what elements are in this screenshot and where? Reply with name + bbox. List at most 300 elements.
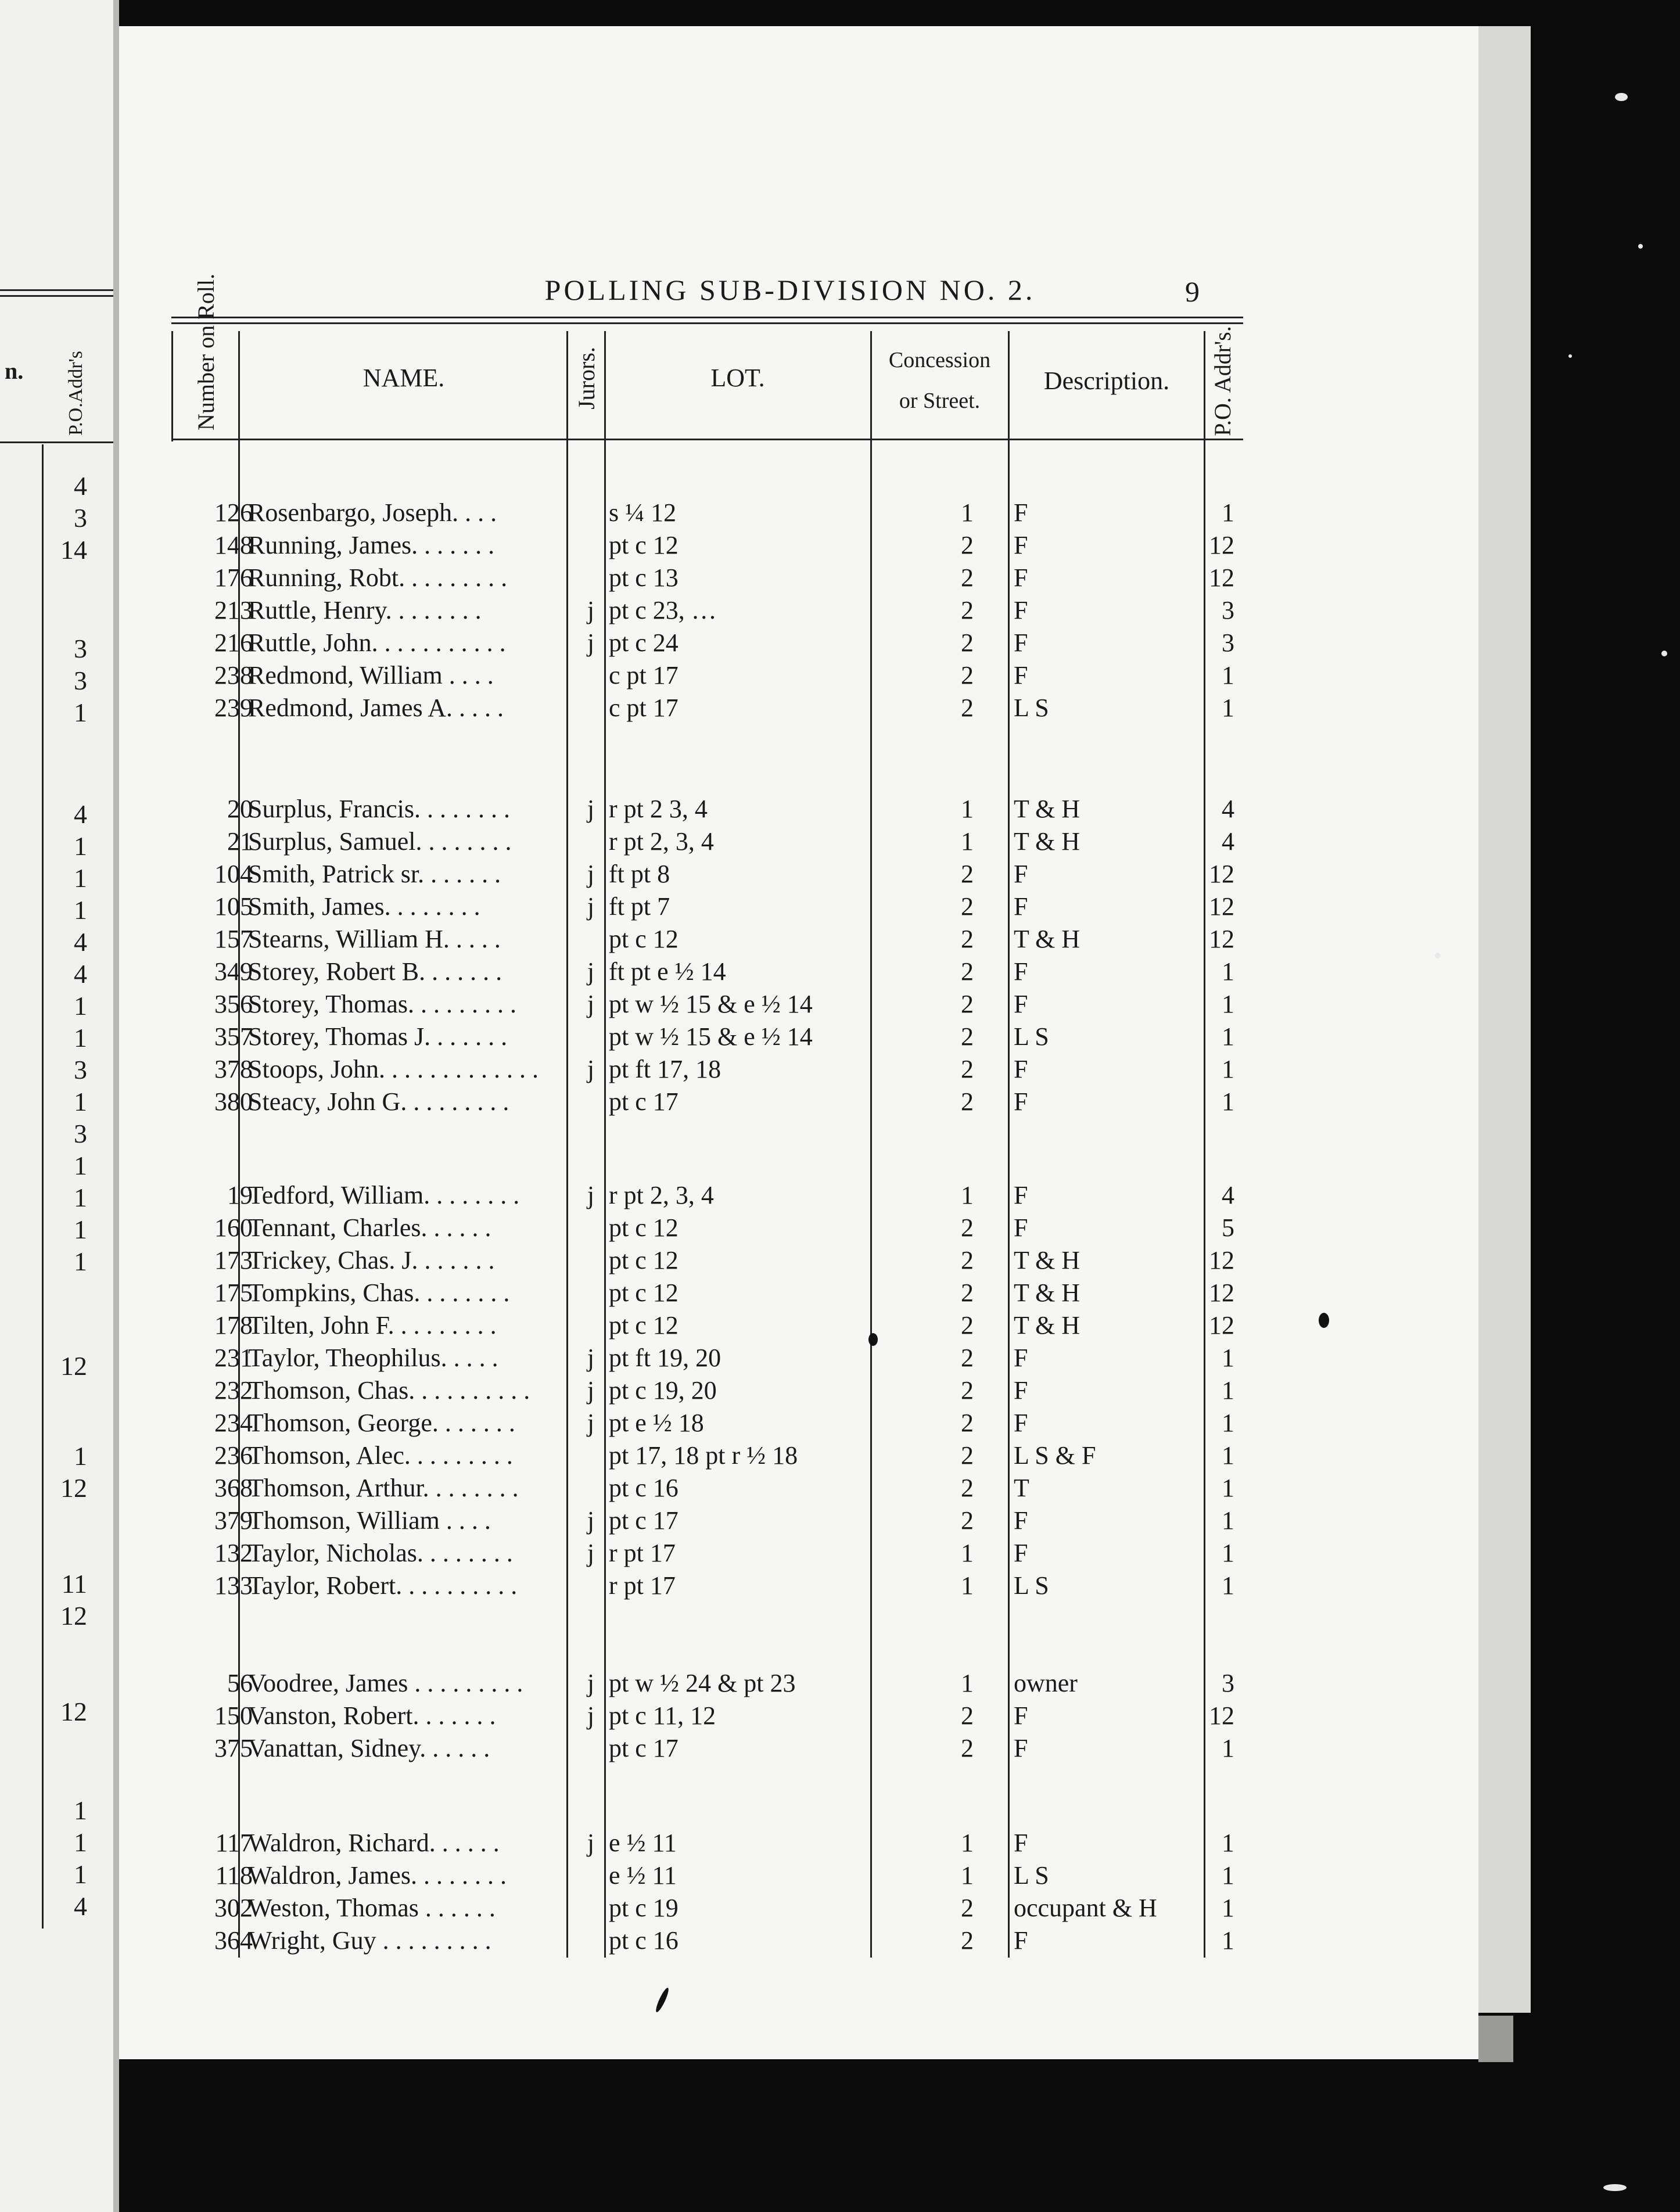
juror-mark: j (587, 1829, 595, 1857)
left-page-po-number: 3 (74, 634, 87, 663)
left-page-po-number: 1 (74, 895, 87, 925)
voter-name: Waldron, James. . . . . . . . (248, 1861, 507, 1890)
po-address: 1 (1222, 1926, 1234, 1955)
description: T & H (1014, 795, 1080, 823)
juror-mark: j (587, 1669, 595, 1697)
register-page (119, 26, 1478, 2059)
lot: ft pt e ½ 14 (609, 957, 726, 986)
lot: ft pt 7 (609, 892, 670, 921)
left-page-po-number: 3 (74, 1055, 87, 1085)
voter-name: Thomson, Arthur. . . . . . . . (248, 1474, 519, 1502)
column-header-description: Description. (1043, 367, 1170, 395)
roll-number: 133 (214, 1571, 253, 1600)
po-address: 12 (1209, 860, 1234, 888)
voter-name: Redmond, James A. . . . . (248, 694, 504, 722)
juror-mark: j (587, 1539, 595, 1567)
po-address: 12 (1209, 563, 1234, 592)
juror-mark: j (587, 1701, 595, 1730)
voter-name: Thomson, Alec. . . . . . . . . (248, 1441, 513, 1470)
voter-name: Vanston, Robert. . . . . . . (248, 1701, 496, 1730)
po-address: 1 (1222, 498, 1234, 527)
concession: 2 (961, 1022, 974, 1051)
voter-name: Waldron, Richard. . . . . . (248, 1829, 500, 1857)
lot: pt c 19 (609, 1894, 679, 1922)
concession: 1 (961, 1571, 974, 1600)
juror-mark: j (587, 990, 595, 1018)
po-address: 1 (1222, 1571, 1234, 1600)
po-address: 3 (1222, 1669, 1234, 1697)
roll-number: 160 (214, 1213, 253, 1242)
lot: s ¼ 12 (609, 498, 677, 527)
po-address: 1 (1222, 1861, 1234, 1890)
left-page-po-number: 12 (60, 1601, 87, 1631)
voter-name: Voodree, James . . . . . . . . . (248, 1669, 523, 1697)
concession: 2 (961, 1701, 974, 1730)
concession: 2 (961, 661, 974, 690)
voter-name: Storey, Robert B. . . . . . . (248, 957, 502, 986)
ink-blot (1319, 1313, 1329, 1328)
concession: 2 (961, 1441, 974, 1470)
description: T & H (1014, 1279, 1080, 1307)
concession: 2 (961, 1376, 974, 1405)
concession: 2 (961, 1506, 974, 1535)
column-header-rule (171, 439, 1243, 440)
po-address: 4 (1222, 827, 1234, 856)
lot: pt c 19, 20 (609, 1376, 717, 1405)
juror-mark: j (587, 892, 595, 921)
voter-name: Thomson, William . . . . (248, 1506, 491, 1535)
lot: pt ft 19, 20 (609, 1344, 721, 1372)
roll-number: 104 (214, 860, 253, 888)
roll-number: 349 (214, 957, 253, 986)
description: F (1014, 661, 1028, 690)
voter-name: Ruttle, Henry. . . . . . . . (248, 596, 482, 624)
voter-name: Smith, James. . . . . . . . (248, 892, 480, 921)
description: F (1014, 990, 1028, 1018)
voter-name: Taylor, Nicholas. . . . . . . . (248, 1539, 513, 1567)
po-address: 5 (1222, 1213, 1234, 1242)
left-page-po-number: 4 (74, 927, 87, 957)
page-gutter (113, 0, 119, 2212)
left-page-po-number: 1 (74, 1247, 87, 1276)
column-header-jurors: Jurors. (573, 347, 600, 410)
description: F (1014, 1539, 1028, 1567)
description: F (1014, 1701, 1028, 1730)
lot: pt c 12 (609, 1279, 679, 1307)
left-page-po-number: 3 (74, 1119, 87, 1148)
voter-name: Vanattan, Sidney. . . . . . (248, 1734, 490, 1762)
voter-name: Running, James. . . . . . . (248, 531, 495, 559)
left-page-po-number: 1 (74, 1441, 87, 1471)
concession: 1 (961, 827, 974, 856)
po-address: 1 (1222, 661, 1234, 690)
lot: pt 17, 18 pt r ½ 18 (609, 1441, 798, 1470)
po-address: 1 (1222, 1376, 1234, 1405)
po-address: 1 (1222, 1022, 1234, 1051)
roll-number: 56 (227, 1669, 253, 1697)
table-left-rule (171, 331, 173, 441)
concession: 2 (961, 694, 974, 722)
voter-name: Wright, Guy . . . . . . . . . (248, 1926, 491, 1955)
voter-name: Taylor, Theophilus. . . . . (248, 1344, 498, 1372)
concession: 2 (961, 990, 974, 1018)
voter-name: Stoops, John. . . . . . . . . . . . . (248, 1055, 539, 1083)
scan-speck (1568, 354, 1572, 358)
concession: 1 (961, 1181, 974, 1209)
po-address: 12 (1209, 1246, 1234, 1274)
concession: 1 (961, 1539, 974, 1567)
roll-number: 176 (214, 563, 253, 592)
voter-name: Rosenbargo, Joseph. . . . (248, 498, 497, 527)
left-page-po-number: 1 (74, 863, 87, 893)
scan-speck (1603, 2184, 1627, 2191)
po-address: 12 (1209, 531, 1234, 559)
voter-name: Smith, Patrick sr. . . . . . . (248, 860, 501, 888)
header-rule (171, 317, 1243, 318)
juror-mark: j (587, 1055, 595, 1083)
description: F (1014, 1181, 1028, 1209)
lot: pt w ½ 15 & e ½ 14 (609, 1022, 813, 1051)
po-address: 1 (1222, 957, 1234, 986)
concession: 2 (961, 1055, 974, 1083)
description: F (1014, 563, 1028, 592)
description: L S (1014, 1861, 1049, 1890)
description: F (1014, 629, 1028, 657)
left-page-po-number: 12 (60, 1351, 87, 1381)
left-page-po-number: 14 (60, 535, 87, 565)
roll-number: 175 (214, 1279, 253, 1307)
left-page-po-heading: P.O.Addr's (65, 351, 87, 436)
left-page-po-number: 3 (74, 666, 87, 695)
lot: c pt 17 (609, 661, 679, 690)
roll-number: 380 (214, 1087, 253, 1116)
po-address: 1 (1222, 1055, 1234, 1083)
description: T & H (1014, 1311, 1080, 1340)
left-page-po-number: 12 (60, 1697, 87, 1726)
po-address: 4 (1222, 795, 1234, 823)
description: F (1014, 957, 1028, 986)
voter-name: Surplus, Samuel. . . . . . . . (248, 827, 512, 856)
po-address: 1 (1222, 1506, 1234, 1535)
description: F (1014, 1344, 1028, 1372)
lot: pt c 24 (609, 629, 679, 657)
description: owner (1014, 1669, 1078, 1697)
voter-name: Tilten, John F. . . . . . . . . (248, 1311, 497, 1340)
description: F (1014, 1409, 1028, 1437)
lot: pt c 12 (609, 1246, 679, 1274)
po-address: 12 (1209, 1701, 1234, 1730)
description: F (1014, 860, 1028, 888)
left-page-po-number: 1 (74, 1859, 87, 1889)
scan-speck (1615, 93, 1628, 101)
lot: pt c 12 (609, 531, 679, 559)
concession: 1 (961, 1829, 974, 1857)
left-page-heading: n. (5, 358, 24, 384)
column-rule (870, 331, 872, 1958)
description: F (1014, 1087, 1028, 1116)
lot: e ½ 11 (609, 1861, 677, 1890)
voter-name: Tennant, Charles. . . . . . (248, 1213, 491, 1242)
lot: pt c 11, 12 (609, 1701, 716, 1730)
left-page-po-number: 1 (74, 1215, 87, 1244)
juror-mark: j (587, 1376, 595, 1405)
left-page-po-number: 1 (74, 1827, 87, 1857)
po-address: 1 (1222, 1344, 1234, 1372)
left-page-rule (0, 441, 113, 443)
column-rule (1008, 331, 1010, 1958)
lot: r pt 2, 3, 4 (609, 1181, 714, 1209)
juror-mark: j (587, 596, 595, 624)
concession: 2 (961, 1311, 974, 1340)
concession: 2 (961, 892, 974, 921)
roll-number: 379 (214, 1506, 253, 1535)
voter-name: Ruttle, John. . . . . . . . . . . (248, 629, 506, 657)
lot: e ½ 11 (609, 1829, 677, 1857)
concession: 2 (961, 1894, 974, 1922)
voter-name: Weston, Thomas . . . . . . (248, 1894, 496, 1922)
lot: pt c 12 (609, 1213, 679, 1242)
concession: 2 (961, 1409, 974, 1437)
column-rule (604, 331, 606, 1958)
lot: pt w ½ 15 & e ½ 14 (609, 990, 813, 1018)
lot: ft pt 8 (609, 860, 670, 888)
lot: pt c 23, … (609, 596, 717, 624)
left-page-po-number: 1 (74, 1151, 87, 1180)
left-page-po-number: 4 (74, 959, 87, 989)
column-header-number: Number on Roll. (193, 274, 219, 430)
lot: pt c 13 (609, 563, 679, 592)
description: F (1014, 892, 1028, 921)
left-page-po-number: 4 (74, 471, 87, 501)
juror-mark: j (587, 957, 595, 986)
lot: pt ft 17, 18 (609, 1055, 721, 1083)
po-address: 3 (1222, 596, 1234, 624)
description: occupant & H (1014, 1894, 1157, 1922)
left-page-po-number: 1 (74, 991, 87, 1021)
description: F (1014, 1734, 1028, 1762)
po-address: 12 (1209, 925, 1234, 953)
voter-name: Tompkins, Chas. . . . . . . . (248, 1279, 510, 1307)
voter-name: Steacy, John G. . . . . . . . . (248, 1087, 509, 1116)
lot: r pt 17 (609, 1571, 676, 1600)
po-address: 12 (1209, 1279, 1234, 1307)
roll-number: 216 (214, 629, 253, 657)
roll-number: 364 (214, 1926, 253, 1955)
concession: 2 (961, 1926, 974, 1955)
roll-number: 213 (214, 596, 253, 624)
po-address: 1 (1222, 1409, 1234, 1437)
left-page-po-number: 1 (74, 698, 87, 727)
voter-name: Stearns, William H. . . . . (248, 925, 501, 953)
roll-number: 238 (214, 661, 253, 690)
roll-number: 150 (214, 1701, 253, 1730)
lot: r pt 2, 3, 4 (609, 827, 714, 856)
lot: pt c 12 (609, 1311, 679, 1340)
lot: pt e ½ 18 (609, 1409, 704, 1437)
roll-number: 157 (214, 925, 253, 953)
concession: 2 (961, 860, 974, 888)
concession: 2 (961, 957, 974, 986)
po-address: 12 (1209, 892, 1234, 921)
juror-mark: j (587, 629, 595, 657)
page-edge-shadow (1478, 2016, 1513, 2062)
po-address: 1 (1222, 1441, 1234, 1470)
description: F (1014, 1829, 1028, 1857)
left-page-po-number: 1 (74, 1087, 87, 1116)
concession: 2 (961, 1344, 974, 1372)
description: F (1014, 498, 1028, 527)
description: T & H (1014, 925, 1080, 953)
left-page-rule (0, 289, 113, 291)
roll-number: 368 (214, 1474, 253, 1502)
description: T & H (1014, 1246, 1080, 1274)
page-edge (1478, 26, 1531, 2013)
voter-name: Tedford, William. . . . . . . . (248, 1181, 520, 1209)
ink-blot (868, 1333, 878, 1346)
lot: pt c 17 (609, 1734, 679, 1762)
concession: 2 (961, 596, 974, 624)
column-header-concession: Concession (888, 348, 991, 372)
left-page-fragment (0, 0, 113, 2212)
roll-number: 126 (214, 498, 253, 527)
header-rule (171, 322, 1243, 324)
concession: 2 (961, 1213, 974, 1242)
lot: r pt 2 3, 4 (609, 795, 708, 823)
juror-mark: j (587, 795, 595, 823)
juror-mark: j (587, 860, 595, 888)
roll-number: 21 (227, 827, 253, 856)
voter-name: Surplus, Francis. . . . . . . . (248, 795, 510, 823)
roll-number: 19 (227, 1181, 253, 1209)
roll-number: 302 (214, 1894, 253, 1922)
concession: 2 (961, 1246, 974, 1274)
lot: pt c 12 (609, 925, 679, 953)
column-header-concession-street: or Street. (899, 389, 981, 413)
po-address: 1 (1222, 1734, 1234, 1762)
concession: 1 (961, 795, 974, 823)
juror-mark: j (587, 1181, 595, 1209)
voter-name: Thomson, Chas. . . . . . . . . . (248, 1376, 530, 1405)
po-address: 1 (1222, 1894, 1234, 1922)
juror-mark: j (587, 1344, 595, 1372)
concession: 2 (961, 925, 974, 953)
roll-number: 132 (214, 1539, 253, 1567)
description: L S (1014, 1022, 1049, 1051)
roll-number: 234 (214, 1409, 253, 1437)
po-address: 1 (1222, 1474, 1234, 1502)
concession: 2 (961, 1474, 974, 1502)
juror-mark: j (587, 1506, 595, 1535)
po-address: 1 (1222, 990, 1234, 1018)
left-page-po-number: 1 (74, 1796, 87, 1825)
concession: 1 (961, 498, 974, 527)
description: L S (1014, 1571, 1049, 1600)
voter-name: Taylor, Robert. . . . . . . . . . (248, 1571, 518, 1600)
lot: r pt 17 (609, 1539, 676, 1567)
lot: pt c 17 (609, 1087, 679, 1116)
description: F (1014, 596, 1028, 624)
description: F (1014, 1213, 1028, 1242)
ink-mark (654, 1987, 671, 2013)
po-address: 1 (1222, 694, 1234, 722)
roll-number: 375 (214, 1734, 253, 1762)
scan-speck (1638, 244, 1643, 249)
po-address: 3 (1222, 629, 1234, 657)
description: F (1014, 1376, 1028, 1405)
roll-number: 118 (215, 1861, 253, 1890)
left-page-po-number: 3 (74, 503, 87, 533)
left-page-po-number: 11 (61, 1569, 87, 1599)
lot: pt c 17 (609, 1506, 679, 1535)
description: L S & F (1014, 1441, 1096, 1470)
roll-number: 236 (214, 1441, 253, 1470)
description: F (1014, 1926, 1028, 1955)
left-page-po-number: 1 (74, 1183, 87, 1212)
voter-name: Running, Robt. . . . . . . . . (248, 563, 508, 592)
scan-speck (1661, 651, 1667, 656)
juror-mark: j (587, 1409, 595, 1437)
concession: 1 (961, 1861, 974, 1890)
column-header-name: NAME. (362, 364, 445, 392)
roll-number: 105 (214, 892, 253, 921)
left-page-po-number: 12 (60, 1473, 87, 1503)
description: F (1014, 531, 1028, 559)
roll-number: 239 (214, 694, 253, 722)
left-page-po-number: 4 (74, 799, 87, 829)
voter-name: Trickey, Chas. J. . . . . . . (248, 1246, 495, 1274)
voter-name: Storey, Thomas. . . . . . . . . (248, 990, 516, 1018)
concession: 2 (961, 629, 974, 657)
po-address: 12 (1209, 1311, 1234, 1340)
description: T & H (1014, 827, 1080, 856)
description: F (1014, 1506, 1028, 1535)
lot: c pt 17 (609, 694, 679, 722)
description: F (1014, 1055, 1028, 1083)
voter-name: Thomson, George. . . . . . . (248, 1409, 515, 1437)
voter-name: Storey, Thomas J. . . . . . . (248, 1022, 508, 1051)
po-address: 1 (1222, 1087, 1234, 1116)
roll-number: 117 (215, 1829, 253, 1857)
description: L S (1014, 694, 1049, 722)
concession: 1 (961, 1669, 974, 1697)
roll-number: 173 (214, 1246, 253, 1274)
concession: 2 (961, 1279, 974, 1307)
lot: pt w ½ 24 & pt 23 (609, 1669, 796, 1697)
roll-number: 356 (214, 990, 253, 1018)
concession: 2 (961, 563, 974, 592)
po-address: 1 (1222, 1539, 1234, 1567)
left-page-po-number: 4 (74, 1891, 87, 1921)
voter-name: Redmond, William . . . . (248, 661, 494, 690)
roll-number: 378 (214, 1055, 253, 1083)
page-title: POLLING SUB-DIVISION NO. 2. (544, 274, 1036, 306)
concession: 2 (961, 531, 974, 559)
column-header-po-address: P.O. Addr's. (1209, 326, 1236, 436)
page-number: 9 (1185, 275, 1200, 308)
concession: 2 (961, 1087, 974, 1116)
scan-speck (1435, 953, 1441, 958)
concession: 2 (961, 1734, 974, 1762)
left-page-rule (0, 295, 113, 297)
roll-number: 20 (227, 795, 253, 823)
lot: pt c 16 (609, 1926, 679, 1955)
left-page-po-number: 1 (74, 1023, 87, 1053)
roll-number: 231 (214, 1344, 253, 1372)
roll-number: 232 (214, 1376, 253, 1405)
left-page-po-number: 1 (74, 831, 87, 861)
column-header-lot: LOT. (710, 364, 765, 392)
lot: pt c 16 (609, 1474, 679, 1502)
